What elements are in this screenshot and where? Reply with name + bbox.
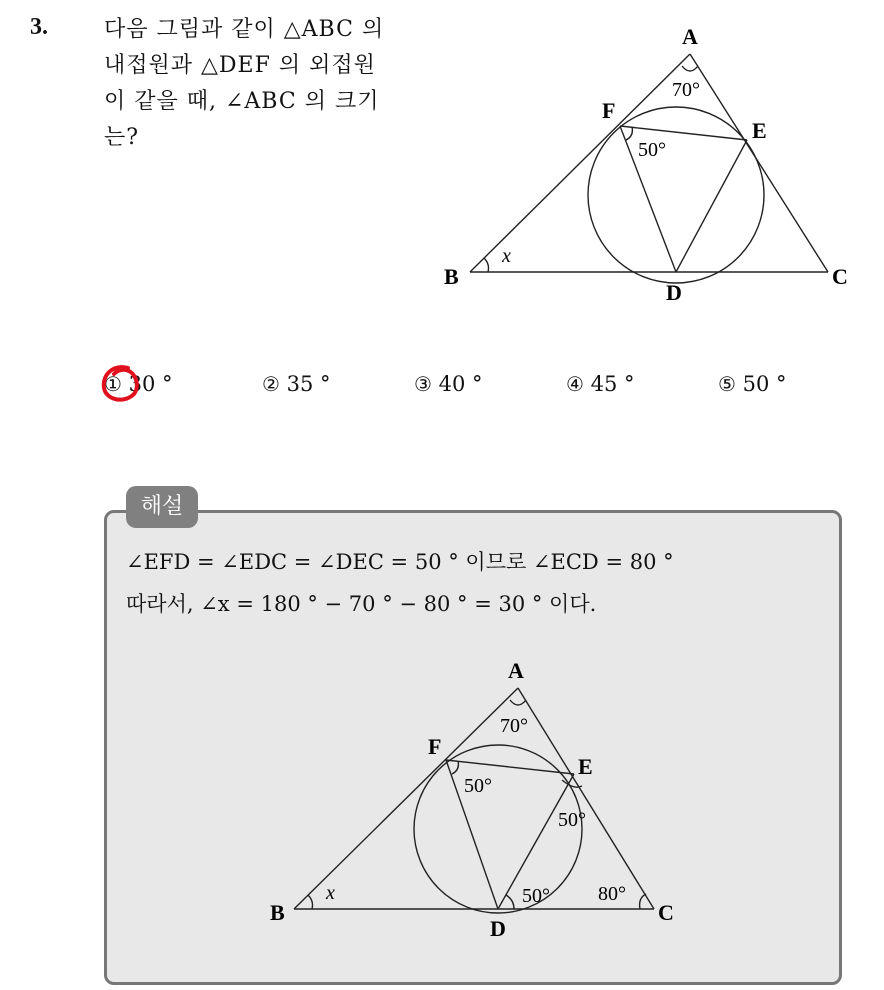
angle-arc-b — [484, 258, 489, 272]
side-ac — [518, 688, 654, 909]
incircle — [414, 745, 582, 913]
choice-value: 30 ° — [128, 372, 173, 396]
label-f: F — [602, 98, 616, 123]
question-line: 는? — [104, 125, 140, 150]
question-text — [104, 12, 414, 156]
label-b: B — [444, 264, 459, 289]
angle-arc-d — [506, 895, 514, 909]
solution-figure — [262, 654, 692, 944]
solution-line-2: 따라서, ∠x = 180 ° − 70 ° − 80 ° = 30 ° 이다. — [126, 592, 597, 616]
angle-label-f: 50° — [638, 139, 666, 161]
angle-arc-b — [308, 895, 313, 909]
choice-value: 50 ° — [742, 372, 787, 396]
choice-5[interactable] — [718, 372, 787, 396]
choice-2[interactable] — [262, 372, 331, 396]
label-f: F — [428, 734, 442, 759]
side-ab — [470, 54, 690, 272]
choice-mark: ② — [262, 372, 280, 396]
question-number: 3. — [30, 14, 48, 40]
label-b: B — [270, 900, 285, 925]
label-c: C — [658, 900, 674, 925]
angle-arc-f — [626, 127, 632, 140]
angle-label-c: 80° — [598, 883, 626, 905]
choice-mark: ④ — [566, 372, 584, 396]
label-d: D — [666, 280, 682, 305]
question-line: 이 같을 때, ∠ABC 의 크기 — [104, 89, 380, 114]
question-line: 다음 그림과 같이 △ABC 의 — [104, 17, 385, 42]
choice-value: 40 ° — [438, 372, 483, 396]
angle-label-f: 50° — [464, 775, 492, 797]
side-ac — [690, 54, 828, 272]
answer-circle-icon — [98, 362, 142, 406]
side-ab — [294, 688, 518, 909]
angle-label-a: 70° — [500, 715, 528, 737]
label-a: A — [508, 658, 524, 683]
choice-4[interactable] — [566, 372, 635, 396]
choice-3[interactable] — [414, 372, 483, 396]
label-a: A — [682, 24, 698, 49]
incircle — [588, 107, 764, 283]
choice-value: 45 ° — [590, 372, 635, 396]
choice-1[interactable] — [104, 372, 173, 396]
label-e: E — [752, 118, 767, 143]
angle-label-d: 50° — [522, 885, 550, 907]
label-d: D — [490, 916, 506, 941]
solution-tag: 해설 — [126, 486, 198, 528]
label-c: C — [832, 264, 848, 289]
choice-value: 35 ° — [286, 372, 331, 396]
question-figure — [436, 20, 856, 320]
angle-arc-a — [682, 66, 698, 71]
choice-mark: ⑤ — [718, 372, 736, 396]
choice-mark: ① — [104, 372, 122, 396]
question-line: 내접원과 △DEF 의 외접원 — [104, 53, 376, 78]
angle-label-a: 70° — [672, 79, 700, 101]
label-x: x — [502, 245, 511, 267]
label-x: x — [326, 882, 335, 904]
angle-arc-f — [452, 761, 458, 774]
answer-choices — [104, 372, 844, 408]
segment-ed — [676, 140, 747, 272]
solution-line-1: ∠EFD = ∠EDC = ∠DEC = 50 ° 이므로 ∠ECD = 80 ° — [126, 550, 674, 574]
angle-arc-c — [640, 894, 646, 909]
label-e: E — [578, 754, 593, 779]
segment-fe — [620, 126, 747, 140]
angle-label-e: 50° — [558, 809, 586, 831]
angle-arc-a — [510, 700, 526, 705]
choice-mark: ③ — [414, 372, 432, 396]
